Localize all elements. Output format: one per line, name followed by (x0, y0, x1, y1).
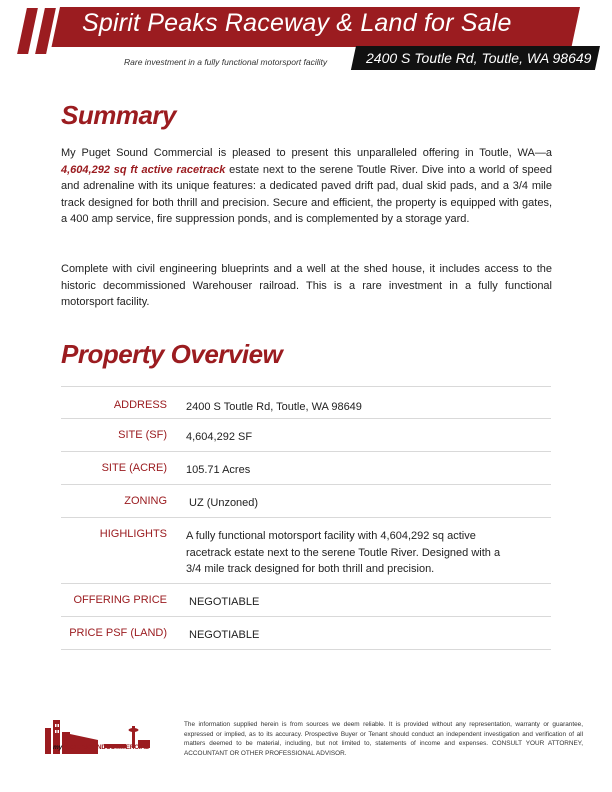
table-row (61, 617, 551, 650)
row-value-site-sf: 4,604,292 SF (186, 431, 253, 443)
company-logo (40, 716, 158, 760)
row-label-site-sf: SITE (SF) (118, 429, 167, 441)
row-value-address: 2400 S Toutle Rd, Toutle, WA 98649 (186, 401, 362, 413)
footer-disclaimer: The information supplied herein is from sources we deem reliable. It is provided without any representation, warranty or guarantee, expressed or implied, as to its accuracy. Prospective Buyer or Tenant should conduct an independent investigation and verification of all matters deemed to be material, including, but not limited to, statements of income and expenses. CONSULT YOUR ATTORNEY, ACCOUNTANT OR OTHER PROFESSIONAL ADVISOR. (184, 721, 583, 757)
logo-prefix: my (53, 744, 62, 751)
table-row (61, 386, 551, 419)
logo-wordmark (53, 744, 149, 751)
header-stripe-1 (17, 8, 38, 54)
table-row (61, 452, 551, 485)
row-label-price-psf: PRICE PSF (LAND) (69, 627, 167, 639)
summary-heading: Summary (61, 100, 176, 130)
row-label-highlights: HIGHLIGHTS (99, 528, 167, 540)
table-row (61, 419, 551, 452)
row-label-offering-price: OFFERING PRICE (73, 594, 167, 606)
header-address: 2400 S Toutle Rd, Toutle, WA 98649 (366, 50, 592, 66)
row-value-highlights: A fully functional motorsport facility with 4,604,292 sq active racetrack estate next to the serene Toutle River. Designed with a 3/4 mile track designed for both thrill and precision. (186, 530, 501, 575)
summary-paragraph-2: Complete with civil engineering blueprints and a well at the shed house, it includes access to the historic decommissioned Warehouser railroad. This is a rare investment in a fully functional motorsport facility. (61, 263, 552, 308)
row-value-price-psf: NEGOTIABLE (189, 629, 260, 641)
row-label-address: ADDRESS (113, 399, 167, 411)
table-row (61, 485, 551, 518)
property-overview-table (61, 386, 551, 650)
logo-name: PUGETSOUNDCOMMERCIAL (62, 744, 149, 751)
header-stripe-2 (35, 8, 56, 54)
overview-heading: Property Overview (61, 339, 283, 369)
table-row (61, 518, 551, 584)
page-title: Spirit Peaks Raceway & Land for Sale (82, 9, 512, 37)
row-value-zoning: UZ (Unzoned) (189, 497, 259, 509)
table-row (61, 584, 551, 617)
page-tagline: Rare investment in a fully functional motorsport facility (124, 57, 328, 67)
row-label-zoning: ZONING (124, 495, 167, 507)
summary-highlight: 4,604,292 sq ft active racetrack (61, 163, 226, 176)
row-value-offering-price: NEGOTIABLE (189, 596, 260, 608)
summary-paragraph-1 (61, 145, 552, 228)
summary-text-start: My Puget Sound Commercial is pleased to present this unparalleled offering in Toutle, WA—a (61, 147, 552, 159)
row-label-site-acre: SITE (ACRE) (101, 462, 167, 474)
row-value-site-acre: 105.71 Acres (186, 464, 251, 476)
summary-text-end: estate next to the serene Toutle River. Dive into a world of speed and adrenaline with its unique features: a dedicated paved drift pad, dual skid pads, and a 3/4 mile track designed for both thrill and precision. Secure and efficient, the property is equipped with gates, a 400 amp service, fire suppression ponds, and is complemented by a storage yard. (61, 163, 552, 225)
